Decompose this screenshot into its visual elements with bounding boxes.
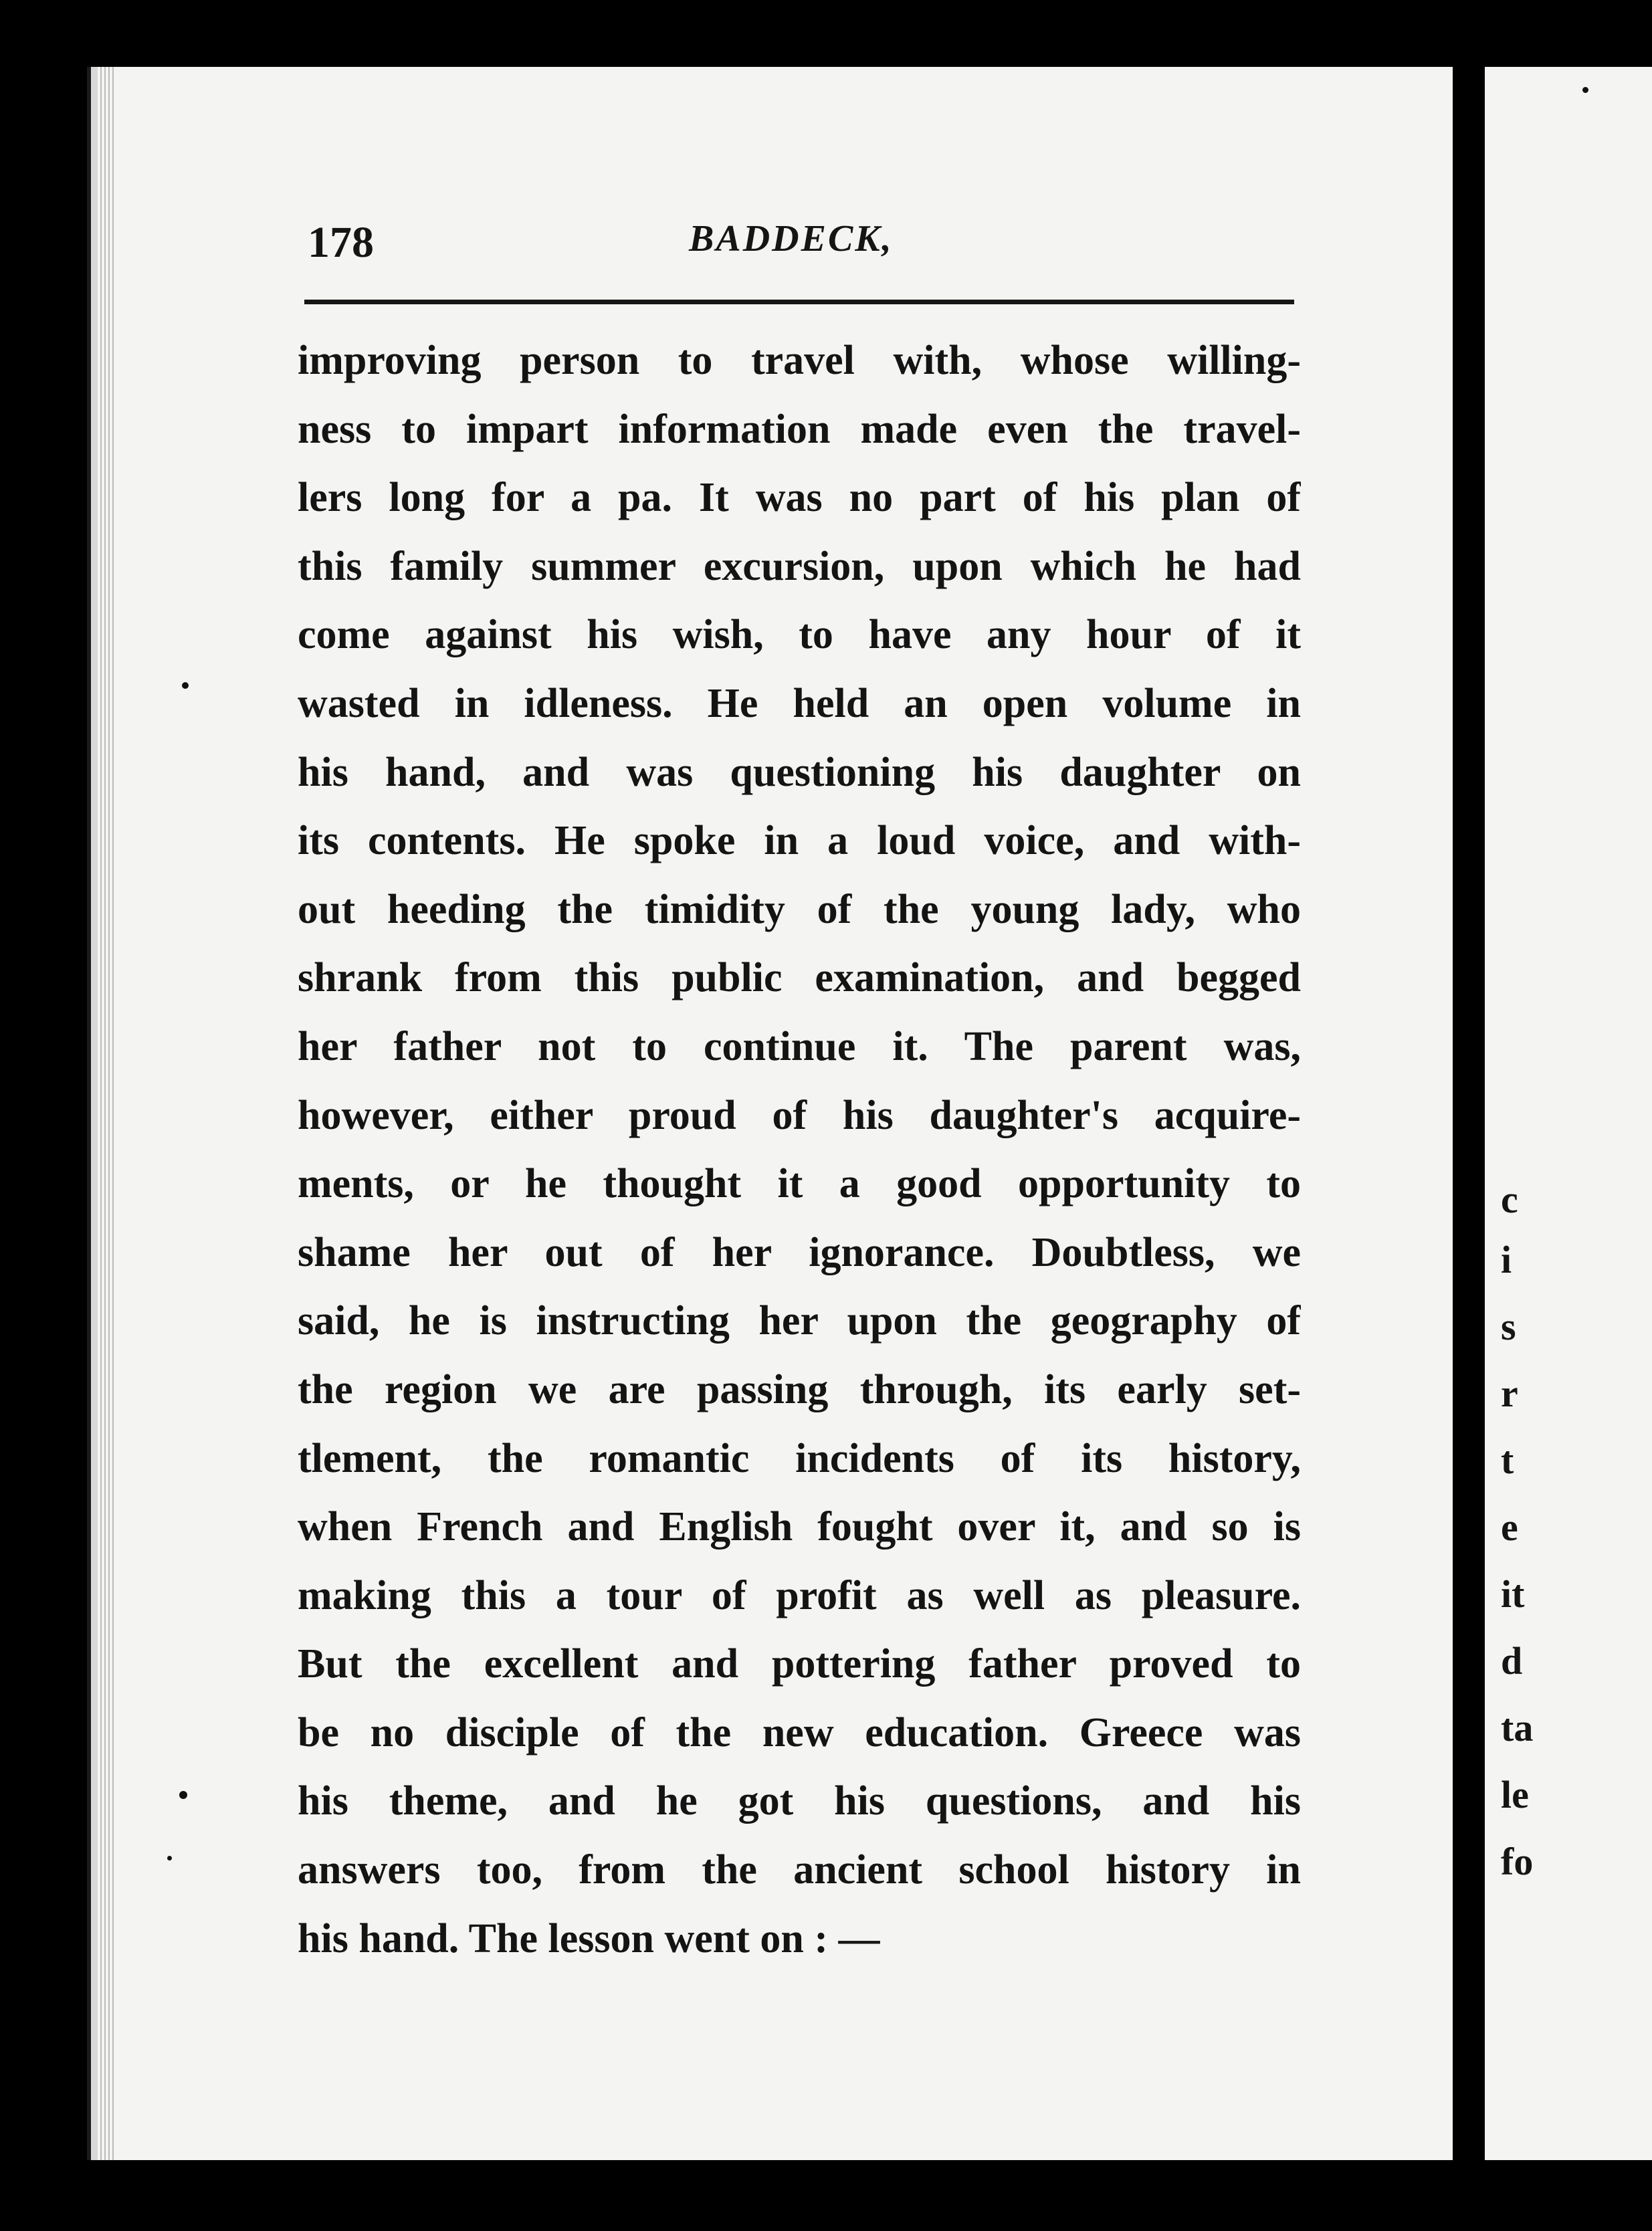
page-gutter [100, 67, 116, 2160]
text-line: his hand. The lesson went on : — [298, 1915, 880, 1961]
facing-page-fragment: it [1501, 1572, 1525, 1616]
facing-page-fragment: c [1501, 1178, 1518, 1221]
running-head: BADDECK, [689, 218, 894, 259]
text-line: her father not to continue it. The parent was, [298, 1023, 1301, 1069]
ink-speck [167, 1856, 172, 1861]
text-line: this family summer excursion, upon which he had [298, 543, 1301, 589]
text-line: answers too, from the ancient school history in [298, 1847, 1301, 1893]
facing-page-fragment: r [1501, 1372, 1518, 1415]
ink-speck [179, 1791, 187, 1799]
page-number: 178 [308, 218, 374, 267]
text-line: the region we are passing through, its early set- [298, 1366, 1301, 1412]
facing-page-fragment: le [1501, 1773, 1529, 1816]
text-line: making this a tour of profit as well as pleasure. [298, 1572, 1301, 1618]
text-line: said, he is instructing her upon the geography of [298, 1298, 1301, 1344]
page-header [221, 217, 1291, 278]
text-line: tlement, the romantic incidents of its history, [298, 1435, 1301, 1481]
text-line: improving person to travel with, whose willing- [298, 338, 1301, 383]
facing-page-fragment: e [1501, 1505, 1518, 1549]
text-line: its contents. He spoke in a loud voice, and with- [298, 818, 1301, 864]
header-rule [304, 300, 1294, 304]
text-line: out heeding the timidity of the young lady, who [298, 886, 1301, 932]
text-line: lers long for a pa. It was no part of his plan of [298, 475, 1301, 521]
text-line: be no disciple of the new education. Greece was [298, 1709, 1301, 1756]
facing-page-fragment: d [1501, 1639, 1523, 1683]
text-line: when French and English fought over it, and so is [298, 1504, 1301, 1550]
text-line: shame her out of her ignorance. Doubtless, we [298, 1229, 1301, 1275]
text-line: But the excellent and pottering father proved to [298, 1641, 1301, 1687]
text-line: wasted in idleness. He held an open volume in [298, 680, 1301, 726]
text-line: come against his wish, to have any hour of it [298, 612, 1301, 658]
ink-speck [1582, 87, 1588, 93]
facing-page-edge [1485, 67, 1652, 2160]
facing-page-fragment: ta [1501, 1706, 1534, 1749]
text-line: shrank from this public examination, and begged [298, 955, 1301, 1001]
ink-speck [182, 682, 189, 689]
facing-page-fragment: t [1501, 1439, 1514, 1482]
text-line: his hand, and was questioning his daughter on [298, 749, 1301, 795]
facing-page-fragment: fo [1501, 1840, 1534, 1883]
facing-page-fragment: i [1501, 1238, 1512, 1281]
text-line: ness to impart information made even the travel- [298, 406, 1301, 452]
body-text [298, 326, 1301, 1973]
facing-page-fragment: s [1501, 1305, 1516, 1348]
text-line: ments, or he thought it a good opportunity to [298, 1161, 1301, 1207]
text-line: his theme, and he got his questions, and his [298, 1778, 1301, 1824]
text-line: however, either proud of his daughter's acquire- [298, 1092, 1301, 1138]
